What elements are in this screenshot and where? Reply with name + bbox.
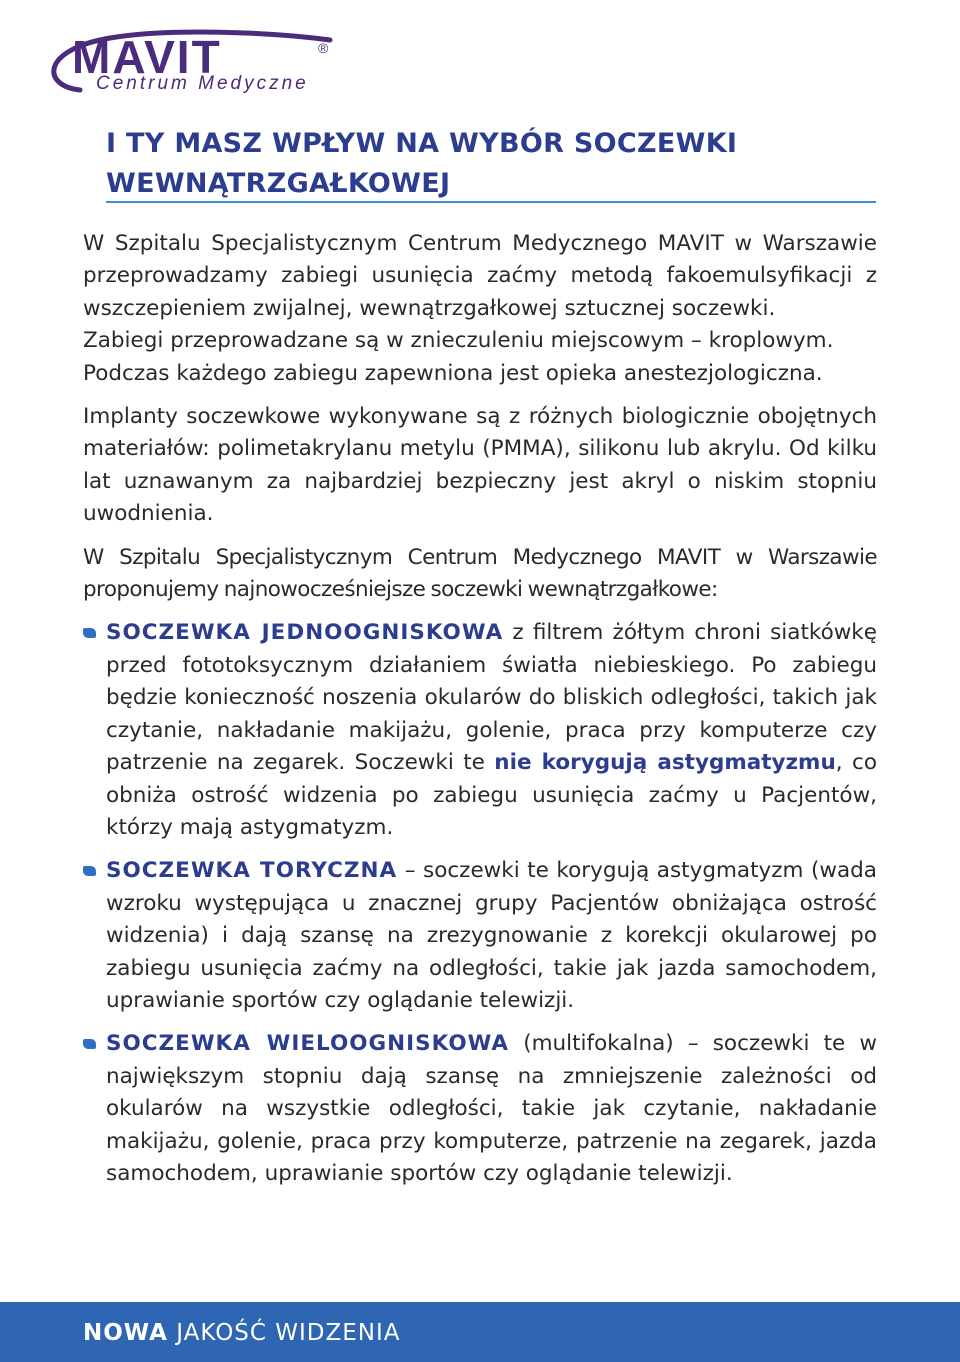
lens-description: z filtrem żółtym chroni siatkówkę przed fototoksycznym działaniem światła niebieskiego. Po zabiegu będzie konieczność noszenia okularów do bliskich odległości, takich jak czytanie, nakładanie makijażu, golenie, praca przy komputerze czy patrzenie na zegarek. Soczewki te — [106, 620, 877, 776]
intro-paragraph: W Szpitalu Specjalistycznym Centrum Medycznego MAVIT w Warszawie przeprowadzamy zabiegi usunięcia zaćmy metodą fakoemulsyfikacji z wszczepieniem zwijalnej, wewnątrzgałkowej sztucznej soczewki. — [83, 231, 877, 321]
bullet-icon — [83, 1039, 96, 1049]
lens-type-term: SOCZEWKA TORYCZNA — [106, 858, 398, 884]
lens-list — [83, 617, 877, 1190]
footer-tagline-bold: NOWA — [83, 1320, 168, 1346]
lens-emphasis: nie korygują astygmatyzmu — [494, 750, 836, 776]
bullet-icon — [83, 866, 96, 876]
lens-description: – soczewki te korygują astygmatyzm (wada wzroku występująca u znacznej grupy Pacjentów obniżająca ostrość widzenia) i dają szansę na zrezygnowanie z korekcji okularowej po zabiegu usunięcia zaćmy na odległości, takie jak jazda samochodem, uprawianie sportów czy oglądanie telewizji. — [106, 858, 877, 1013]
care-paragraph: Podczas każdego zabiegu zapewniona jest opieka anestezjologiczna. — [83, 360, 823, 386]
footer-tagline — [83, 1322, 401, 1345]
list-item — [83, 1028, 877, 1190]
lens-description-end: , co obniża ostrość widzenia po zabiegu usunięcia zaćmy u Pacjentów, którzy mają astygmatyzm. — [106, 750, 877, 840]
title-divider — [106, 201, 876, 203]
logo-registered-mark: ® — [318, 40, 329, 56]
footer-tagline-rest: JAKOŚĆ WIDZENIA — [167, 1320, 401, 1346]
logo-name: MAVIT — [72, 31, 222, 83]
implants-paragraph: Implanty soczewkowe wykonywane są z różnych biologicznie obojętnych materiałów: polimetakrylanu metylu (PMMA), silikonu lub akrylu. Od kilku lat uznawanym za najbardziej bezpieczny jest akryl o niskim stopniu uwodnienia. — [83, 404, 877, 527]
main-content — [83, 228, 877, 1201]
logo-subtitle: Centrum Medyczne — [96, 73, 309, 94]
mavit-logo — [40, 28, 340, 100]
bullet-icon — [83, 628, 96, 638]
offer-paragraph: W Szpitalu Specjalistycznym Centrum Medycznego MAVIT w Warszawie proponujemy najnowocześniejsze soczewki wewnątrzgałkowe: — [83, 544, 877, 603]
lens-description: (multifokalna) – soczewki te w największym stopniu dają szansę na zmniejszenie zależności od okularów na wszystkie odległości, takie jak czytanie, nakładanie makijażu, golenie, praca przy komputerze, patrzenie na zegarek, jazda samochodem, uprawianie sportów czy oglądanie telewizji. — [106, 1031, 877, 1186]
anesthesia-paragraph: Zabiegi przeprowadzane są w znieczuleniu miejscowym – kroplowym. — [83, 328, 834, 354]
footer-banner — [0, 1302, 960, 1362]
list-item — [83, 617, 877, 844]
page-title: I TY MASZ WPŁYW NA WYBÓR SOCZEWKI WEWNĄTRZGAŁKOWEJ — [106, 128, 738, 199]
list-item — [83, 855, 877, 1017]
lens-type-term: SOCZEWKA JEDNOOGNISKOWA — [106, 620, 504, 646]
lens-type-term: SOCZEWKA WIELOOGNISKOWA — [106, 1031, 510, 1057]
